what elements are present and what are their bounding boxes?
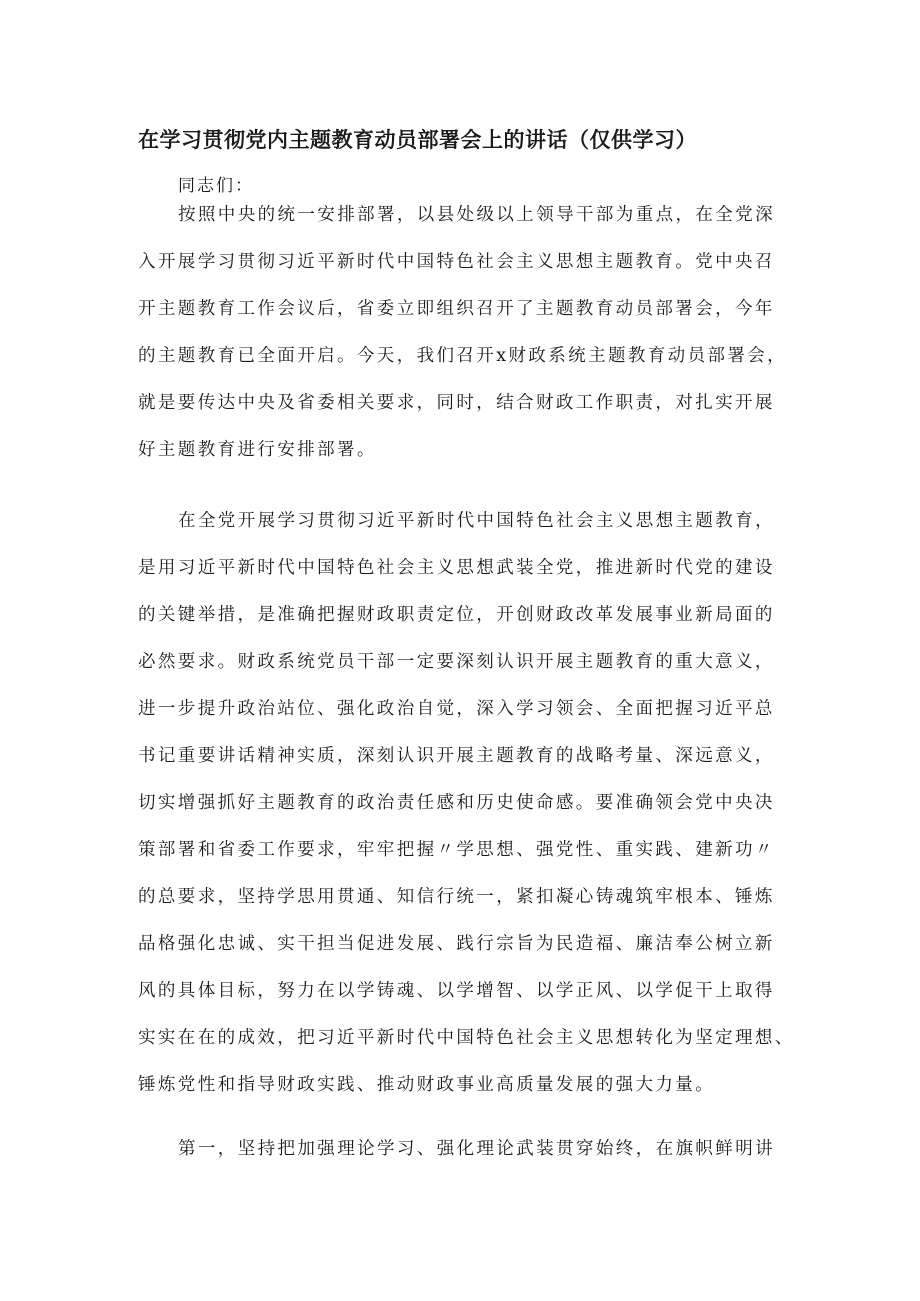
paragraph-3 <box>138 1126 798 1173</box>
paragraph-line: 实实在在的成效，把习近平新时代中国特色社会主义思想转化为坚定理想、 <box>138 1028 795 1048</box>
paragraph-line: 开主题教育工作会议后，省委立即组织召开了主题教育动员部署会，今年 <box>138 299 775 319</box>
paragraph-line: 是用习近平新时代中国特色社会主义思想武装全党，推进新时代党的建设 <box>138 558 775 578</box>
paragraph-line: 风的具体目标，努力在以学铸魂、以学增智、以学正风、以学促干上取得 <box>138 981 775 1001</box>
paragraph-line: 第一，坚持把加强理论学习、强化理论武装贯穿始终，在旗帜鲜明讲 <box>178 1139 775 1159</box>
paragraph-line: 书记重要讲话精神实质，深刻认识开展主题教育的战略考量、深远意义， <box>138 746 775 766</box>
paragraph-line: 锤炼党性和指导财政实践、推动财政事业高质量发展的强大力量。 <box>138 1075 716 1095</box>
paragraph-line: 策部署和省委工作要求，牢牢把握〃学思想、强党性、重实践、建新功〃 <box>138 840 775 860</box>
salutation: 同志们： <box>178 176 254 196</box>
paragraph-line: 的关键举措，是准确把握财政职责定位，开创财政改革发展事业新局面的 <box>138 605 775 625</box>
document-title: 在学习贯彻党内主题教育动员部署会上的讲话（仅供学习） <box>138 128 697 152</box>
paragraph-1 <box>138 192 798 474</box>
paragraph-line: 必然要求。财政系统党员干部一定要深刻认识开展主题教育的重大意义， <box>138 652 775 672</box>
paragraph-line: 的总要求，坚持学思用贯通、知信行统一，紧扣凝心铸魂筑牢根本、锤炼 <box>138 887 775 907</box>
paragraph-line: 品格强化忠诚、实干担当促进发展、践行宗旨为民造福、廉洁奉公树立新 <box>138 934 775 954</box>
paragraph-line: 的主题教育已全面开启。今天，我们召开x财政系统主题教育动员部署会， <box>138 346 788 366</box>
paragraph-line: 好主题教育进行安排部署。 <box>138 440 377 460</box>
paragraph-line: 就是要传达中央及省委相关要求，同时，结合财政工作职责，对扎实开展 <box>138 393 775 413</box>
paragraph-line: 入开展学习贯彻习近平新时代中国特色社会主义思想主题教育。党中央召 <box>138 252 775 272</box>
paragraph-line: 进一步提升政治站位、强化政治自觉，深入学习领会、全面把握习近平总 <box>138 699 775 719</box>
paragraph-2 <box>138 498 798 1109</box>
paragraph-line: 切实增强抓好主题教育的政治责任感和历史使命感。要准确领会党中央决 <box>138 793 775 813</box>
paragraph-line: 按照中央的统一安排部署，以县处级以上领导干部为重点，在全党深 <box>178 205 775 225</box>
paragraph-line: 在全党开展学习贯彻习近平新时代中国特色社会主义思想主题教育， <box>178 511 775 531</box>
